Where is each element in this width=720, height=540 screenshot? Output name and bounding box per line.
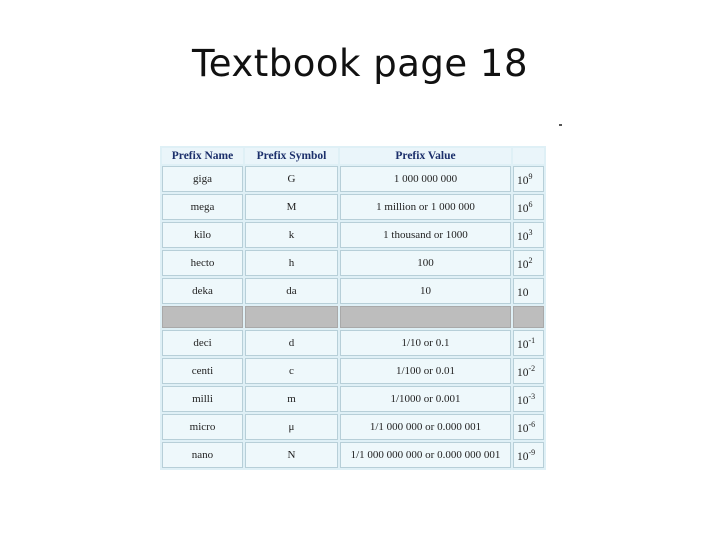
prefix-symbol-cell: c bbox=[245, 358, 338, 384]
power-exponent: 9 bbox=[528, 171, 533, 181]
prefix-value-cell: 1 million or 1 000 000 bbox=[340, 194, 511, 220]
power-cell bbox=[513, 330, 544, 356]
prefix-name-cell: hecto bbox=[162, 250, 243, 276]
power-cell bbox=[513, 358, 544, 384]
power-base: 10 bbox=[517, 174, 529, 187]
prefix-table-image bbox=[160, 146, 546, 470]
power-exponent: -9 bbox=[528, 447, 536, 457]
table-row bbox=[162, 166, 544, 192]
power-base: 10 bbox=[517, 366, 529, 379]
power-base: 10 bbox=[517, 258, 529, 271]
prefix-symbol-cell: m bbox=[245, 386, 338, 412]
power-cell bbox=[513, 194, 544, 220]
power-cell bbox=[513, 222, 544, 248]
power-base: 10 bbox=[517, 394, 529, 407]
prefix-name-cell: deci bbox=[162, 330, 243, 356]
prefix-symbol-cell: M bbox=[245, 194, 338, 220]
power-cell bbox=[513, 442, 544, 468]
stray-mark bbox=[559, 124, 562, 126]
table-row bbox=[162, 250, 544, 276]
prefix-value-cell: 1/100 or 0.01 bbox=[340, 358, 511, 384]
prefix-value-cell: 1/10 or 0.1 bbox=[340, 330, 511, 356]
power-base: 10 bbox=[517, 230, 529, 243]
power-base: 10 bbox=[517, 202, 529, 215]
separator-cell bbox=[245, 306, 338, 328]
power-base: 10 bbox=[517, 338, 529, 351]
table-row bbox=[162, 386, 544, 412]
prefix-symbol-cell: d bbox=[245, 330, 338, 356]
prefix-name-cell: deka bbox=[162, 278, 243, 304]
table-row bbox=[162, 330, 544, 356]
power-base: 10 bbox=[517, 286, 529, 299]
power-exponent: -2 bbox=[528, 363, 536, 373]
header-power bbox=[513, 148, 544, 164]
table-row bbox=[162, 222, 544, 248]
prefix-symbol-cell: h bbox=[245, 250, 338, 276]
power-cell bbox=[513, 386, 544, 412]
prefix-value-cell: 1/1000 or 0.001 bbox=[340, 386, 511, 412]
prefix-symbol-cell: da bbox=[245, 278, 338, 304]
table-row bbox=[162, 194, 544, 220]
separator-cell bbox=[340, 306, 511, 328]
power-exponent: -6 bbox=[528, 419, 536, 429]
table-separator-row bbox=[162, 306, 544, 328]
prefix-name-cell: centi bbox=[162, 358, 243, 384]
prefix-name-cell: kilo bbox=[162, 222, 243, 248]
table-row bbox=[162, 414, 544, 440]
power-base: 10 bbox=[517, 450, 529, 463]
prefix-symbol-cell: N bbox=[245, 442, 338, 468]
power-exponent: -3 bbox=[528, 391, 536, 401]
power-exponent: 6 bbox=[528, 199, 533, 209]
prefix-symbol-cell: G bbox=[245, 166, 338, 192]
header-prefix-symbol: Prefix Symbol bbox=[245, 148, 338, 164]
prefix-symbol-cell: k bbox=[245, 222, 338, 248]
table-row bbox=[162, 278, 544, 304]
prefix-value-cell: 1 thousand or 1000 bbox=[340, 222, 511, 248]
table-header-row bbox=[162, 148, 544, 164]
prefix-name-cell: nano bbox=[162, 442, 243, 468]
separator-cell bbox=[513, 306, 544, 328]
prefix-symbol-cell: μ bbox=[245, 414, 338, 440]
prefix-value-cell: 1 000 000 000 bbox=[340, 166, 511, 192]
table-row bbox=[162, 358, 544, 384]
power-exponent: -1 bbox=[528, 335, 536, 345]
prefix-value-cell: 100 bbox=[340, 250, 511, 276]
power-cell bbox=[513, 250, 544, 276]
header-prefix-name: Prefix Name bbox=[162, 148, 243, 164]
power-cell bbox=[513, 166, 544, 192]
header-prefix-value: Prefix Value bbox=[340, 148, 511, 164]
prefix-value-cell: 10 bbox=[340, 278, 511, 304]
prefix-value-cell: 1/1 000 000 000 or 0.000 000 001 bbox=[340, 442, 511, 468]
prefix-name-cell: micro bbox=[162, 414, 243, 440]
prefix-name-cell: milli bbox=[162, 386, 243, 412]
slide-title: Textbook page 18 bbox=[191, 42, 529, 85]
prefix-name-cell: giga bbox=[162, 166, 243, 192]
power-exponent: 3 bbox=[528, 227, 533, 237]
power-exponent: 2 bbox=[528, 255, 533, 265]
table-row bbox=[162, 442, 544, 468]
power-cell bbox=[513, 414, 544, 440]
power-cell bbox=[513, 278, 544, 304]
prefix-value-cell: 1/1 000 000 or 0.000 001 bbox=[340, 414, 511, 440]
prefix-table bbox=[160, 146, 546, 470]
separator-cell bbox=[162, 306, 243, 328]
prefix-name-cell: mega bbox=[162, 194, 243, 220]
power-base: 10 bbox=[517, 422, 529, 435]
